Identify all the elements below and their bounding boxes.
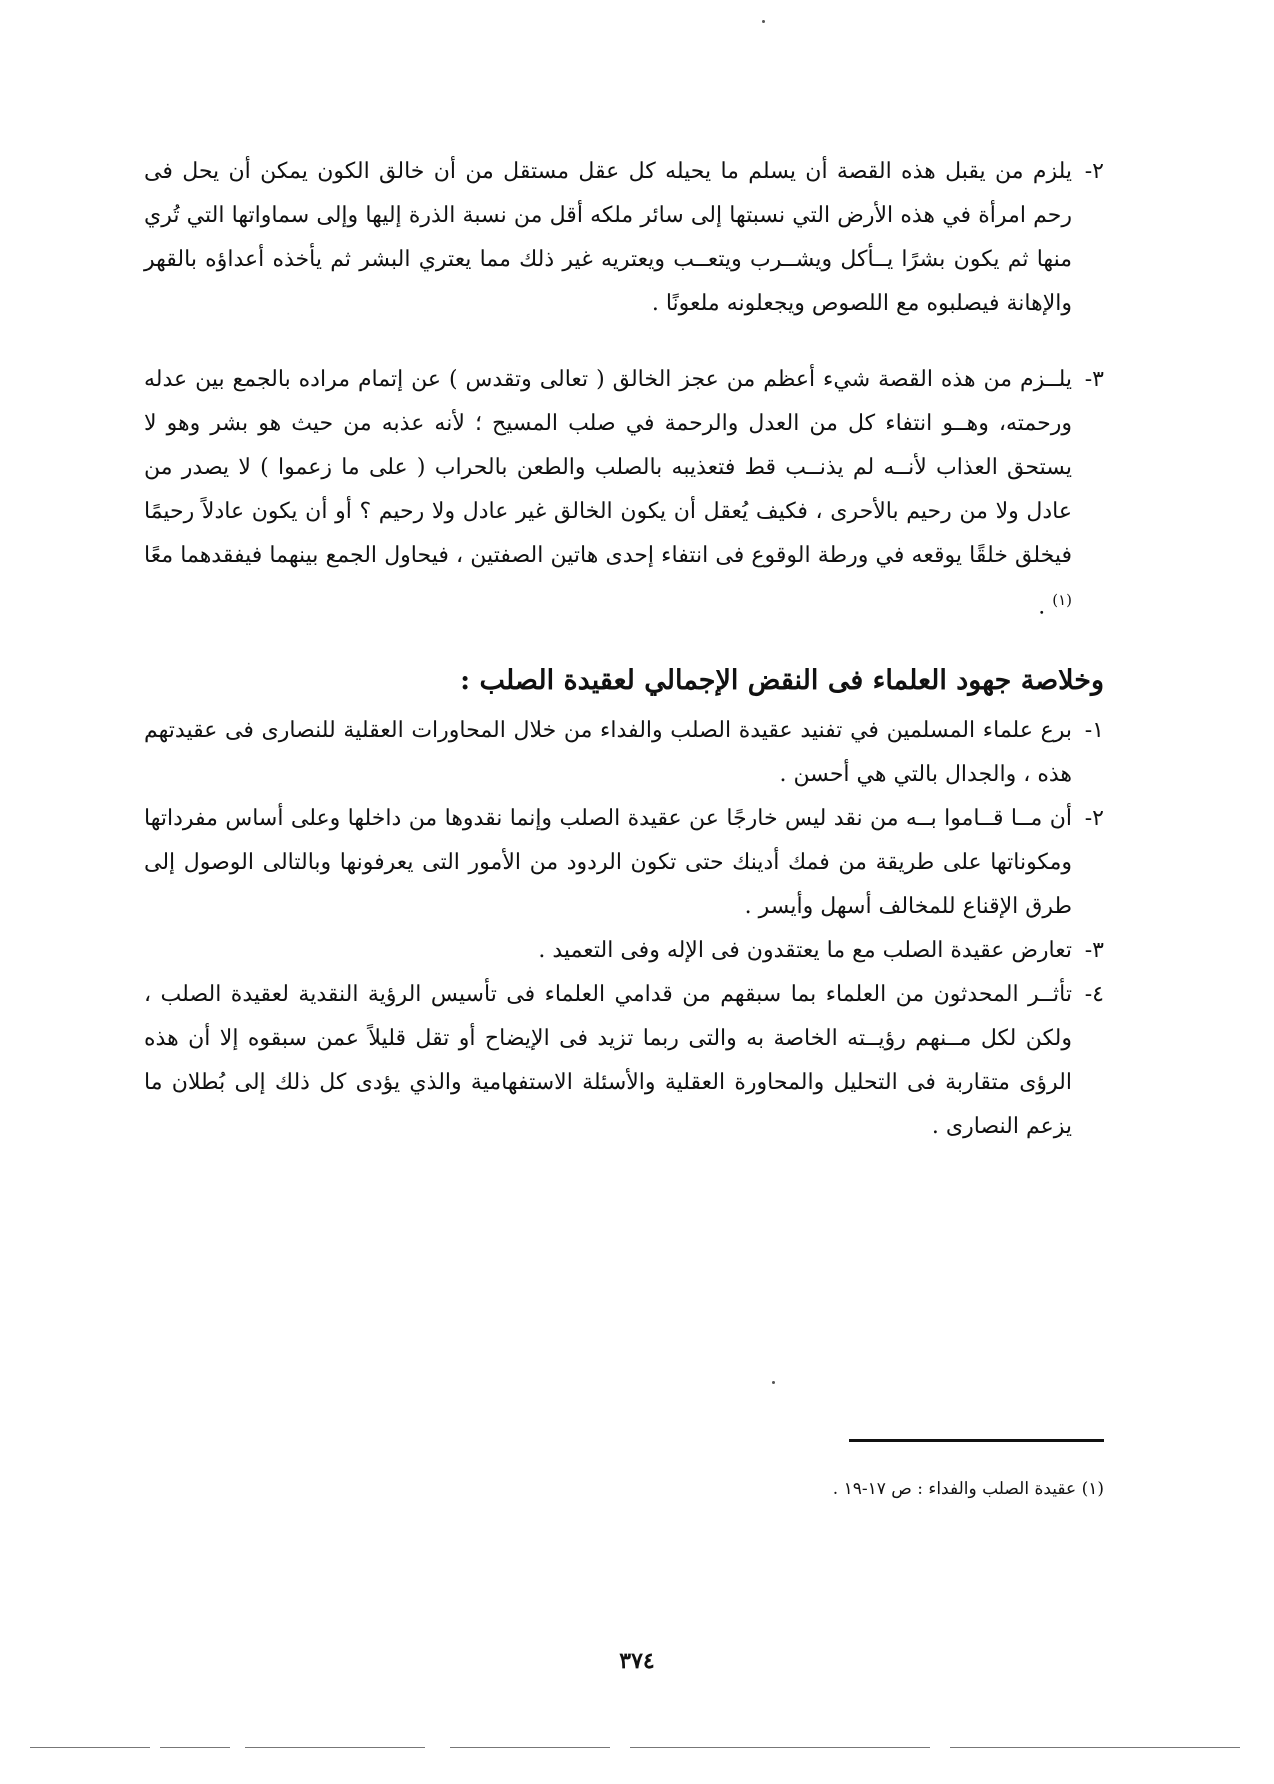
- section-heading: وخلاصة جهود العلماء فى النقض الإجمالي لعقيدة الصلب :: [460, 665, 1104, 697]
- scan-speck: [762, 20, 765, 23]
- scan-artifact-line: [160, 1747, 230, 1748]
- footnote-text: عقيدة الصلب والفداء : ص ١٧-١٩ .: [832, 1479, 1077, 1499]
- item-number: ٢-: [1084, 159, 1104, 184]
- item-number: ٣-: [1084, 938, 1104, 964]
- footnote: [604, 1476, 1104, 1502]
- spacer: [144, 326, 1104, 358]
- item-text: تأثــر المحدثون من العلماء بما سبقهم من قدامي العلماء فى تأسيس الرؤية النقدية لعقيدة الصلب ، ولكن لكل مــنهم رؤيــته الخاصة به والتى ربما تزيد فى الإيضاح أو تقل قليلاً عمن سبقوه إلا أن هذه الرؤى متقاربة فى التحليل والمحاورة العقلية والأسئلة الاستفهامية والذي يؤدى كل ذلك إلى بُطلان ما يزعم النصارى .: [144, 982, 1072, 1140]
- scan-artifact-line: [950, 1747, 1240, 1748]
- summary-item-3: [144, 929, 1104, 973]
- scan-artifact-line: [450, 1747, 610, 1748]
- argument-item-2: [144, 150, 1104, 326]
- item-text: برع علماء المسلمين في تفنيد عقيدة الصلب والفداء من خلال المحاورات العقلية للنصارى فى عقيدتهم هذه ، والجدال بالتي هي أحسن .: [144, 718, 1072, 788]
- scan-artifact-line: [30, 1747, 150, 1748]
- item-number: ٢-: [1084, 806, 1104, 832]
- item-text: يلــزم من هذه القصة شيء أعظم من عجز الخالق ( تعالى وتقدس ) عن إتمام مراده بالجمع بين عدله ورحمته، وهــو انتفاء كل من العدل والرحمة في صلب المسيح ؛ لأنه عذبه من حيث هو بشر وهو لا يستحق العذاب لأنــه لم يذنــب قط فتعذيبه بالصلب والطعن بالحراب ( على ما زعموا ) لا يصدر من عادل ولا من رحيم بالأحرى ، فكيف يُعقل أن يكون الخالق غير عادل ولا رحيم ؟ أو أن يكون عادلاً رحيمًا فيخلق خلقًا يوقعه في ورطة الوقوع فى انتفاء إحدى هاتين الصفتين ، فيحاول الجمع بينهما فيفقدهما معًا: [144, 367, 1072, 568]
- item-tail: .: [1038, 594, 1053, 620]
- footnote-divider: [849, 1439, 1104, 1442]
- argument-item-3: [144, 358, 1104, 629]
- item-number: ١-: [1084, 718, 1104, 744]
- scan-speck: [772, 1381, 775, 1384]
- item-number: ٤-: [1084, 982, 1104, 1008]
- item-number: ٣-: [1084, 367, 1104, 392]
- footnote-reference: (١): [1052, 591, 1072, 609]
- scan-artifact-line: [630, 1747, 930, 1748]
- spacer: [144, 629, 1104, 651]
- main-text: [144, 150, 1104, 1149]
- scan-artifact-line: [245, 1747, 425, 1748]
- summary-item-2: [144, 797, 1104, 929]
- page-number: ٣٧٤: [619, 1648, 655, 1674]
- item-text: أن مــا قــاموا بــه من نقد ليس خارجًا عن عقيدة الصلب وإنما نقدوها من داخلها وعلى أساس مفرداتها ومكوناتها على طريقة من فمك أدينك حتى تكون الردود من الأمور التى يعرفونها وبالتالى الوصول إلى طرق الإقناع للمخالف أسهل وأيسر .: [144, 806, 1072, 920]
- summary-item-4: [144, 973, 1104, 1149]
- footnote-marker: (١): [1081, 1479, 1104, 1499]
- item-text: تعارض عقيدة الصلب مع ما يعتقدون فى الإله وفى التعميد .: [538, 938, 1072, 964]
- item-text: يلزم من يقبل هذه القصة أن يسلم ما يحيله كل عقل مستقل من أن خالق الكون يمكن أن يحل فى رحم امرأة في هذه الأرض التي نسبتها إلى سائر ملكه أقل من نسبة الذرة إليها وإلى سماواتها التي تُري منها ثم يكون بشرًا يــأكل ويشــرب ويتعــب ويعتريه غير ذلك مما يعتري البشر ثم يأخذه أعداؤه بالقهر والإهانة فيصلبوه مع اللصوص ويجعلونه ملعونًا .: [144, 159, 1072, 316]
- summary-item-1: [144, 709, 1104, 797]
